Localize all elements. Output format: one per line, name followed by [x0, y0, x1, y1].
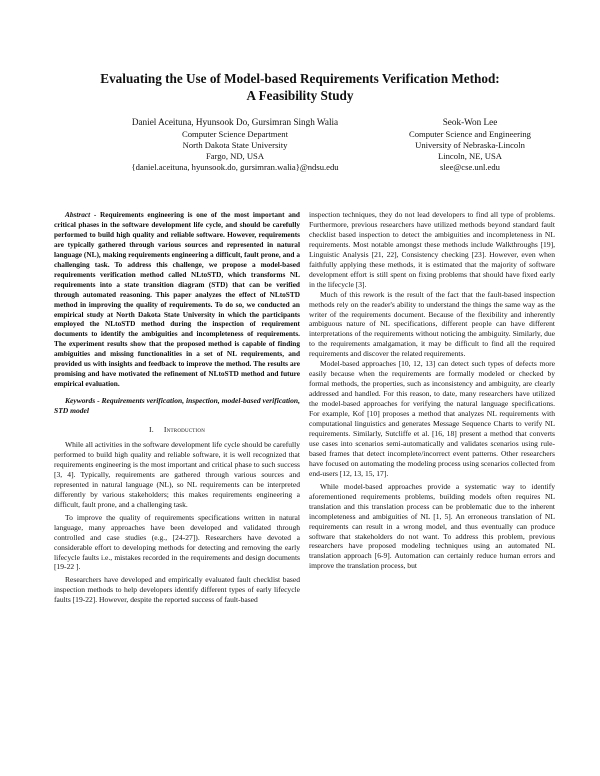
- author-department: Computer Science and Engineering: [409, 129, 531, 140]
- title-line-1: Evaluating the Use of Model-based Requirements Verification Method:: [100, 71, 500, 86]
- keywords-text: - Requirements verification, inspection, model-based verification, STD model: [54, 396, 300, 416]
- paragraph: Model-based approaches [10, 12, 13] can detect such types of defects more easily because when the requirements are formally modeled or checked by formal methods, the properties, such as inconsistency and ambiguity, are clearly addressed and handled. For this reason, to date, many researchers have utilized the model-based approaches for verifying the natural language specifications. For example, Kof [10] proposes a method that analyzes NL requirements with computational linguistics and generates Message Sequence Charts to verify NL requirements. Similarly, Sutcliffe et al. [16, 18] present a method that converts use cases into scenarios semi-automatically and validates scenarios using rule-based frames that detect incomplete/incorrect event patterns. Other researchers have focused on automating the modeling process using scenarios collected from end-users [12, 13, 15, 17].: [309, 359, 555, 478]
- section-number: I.: [148, 425, 154, 435]
- abstract-text: - Requirements engineering is one of the most important and critical phases in the software development life cycle, and should be carefully performed to build high quality and reliable software. However, requirements are typically gathered through various sources and represented in natural language (NL), making requirements engineering a difficult, fault prone, and a challenging task. To address this challenge, we propose a model-based requirements verification method called NLtoSTD, which transforms NL requirements into a state transition diagram (STD) that can be verified through automated reasoning. This paper analyzes the effect of NLtoSTD method in improving the quality of requirements. To do so, we conducted an empirical study at North Dakota State University in which the participants employed the NLtoSTD method during the inspection of requirement documents to identify the ambiguities and incompleteness of requirements. The experiment results show that the proposed method is capable of finding ambiguities and missing functionalities in a set of NL requirements, and provided us with insights and feedback to improve the method. The results are promising and have motivated the refinement of NLtoSTD method and future empirical evaluation.: [54, 210, 300, 389]
- keywords-label: Keywords: [65, 396, 96, 406]
- paragraph: To improve the quality of requirements specifications written in natural language, many approaches have been developed and validated through controlled and case studies (e.g., [24-27]). Researchers have devoted a considerable effort to developing methods for detecting and removing the early lifecycle faults i.e., mistakes recorded in the requirements and design documents [19-22 ].: [54, 512, 300, 572]
- author-names: Seok-Won Lee: [442, 117, 498, 127]
- section-title: Introduction: [163, 425, 206, 435]
- paragraph: inspection techniques, they do not lead developers to find all type of problems. Furthermore, previous researchers have utilized methods beyond standard fault checklist based inspection to detect the ambiguities and incompleteness in NL requirements. Most notable amongst these methods include Walkthroughs [19], Linguistic Analysis [21, 22], Consistency checking [23]. However, even when faithfully applying these methods, it is estimated that the majority of software development effort is still spent on fixing problems that should have fixed early in the lifecycle [3].: [309, 210, 555, 289]
- section-heading: [54, 425, 300, 435]
- author-block-unl: [370, 117, 570, 173]
- author-department: Computer Science Department: [182, 129, 288, 140]
- paragraph: While all activities in the software development life cycle should be carefully performed to build high quality and reliable software, it is well recognized that requirements engineering is the most important and critical phase to such success [3, 4]. Typically, requirements are gathered through various sources and represented in natural language (NL), so NL requirements can be interpreted differently by various stakeholders; this makes requirements engineering a difficult, fault prone, and a challenging task.: [54, 440, 300, 509]
- paragraph: While model-based approaches provide a systematic way to identify aforementioned requirements problems, building models often requires NL translation and this translation process can be problematic due to the inherent incompleteness and ambiguities of NL [1, 5]. An erroneous translation of NL requirements can result in a wrong model, and thus eventually can produce software that stakeholders do not want. To address this problem, previous researchers have proposed modeling techniques using an automated NL translation approach [6-9]. Automation can certainly reduce human errors and improve the translation process, but: [309, 481, 555, 571]
- author-location: Fargo, ND, USA: [205, 151, 265, 162]
- right-column: [309, 210, 555, 571]
- author-block-ndsu: [90, 117, 380, 173]
- keywords: [54, 396, 300, 416]
- author-names: Daniel Aceituna, Hyunsook Do, Gursimran Singh Walia: [131, 117, 339, 127]
- author-email: slee@cse.unl.edu: [440, 162, 500, 173]
- author-institution: North Dakota State University: [182, 140, 288, 151]
- left-column: [54, 210, 300, 605]
- paper-title: [40, 70, 560, 104]
- author-institution: University of Nebraska-Lincoln: [415, 140, 525, 151]
- abstract: [54, 210, 300, 389]
- author-email: {daniel.aceituna, hyunsook.do, gursimran.walia}@ndsu.edu: [131, 162, 339, 173]
- paragraph: Researchers have developed and empirically evaluated fault checklist based inspection methods to help developers identify different types of early lifecycle faults [19-22]. However, despite the reported success of fault-based: [54, 575, 300, 605]
- abstract-label: Abstract: [65, 210, 91, 219]
- paragraph: Much of this rework is the result of the fact that the fault-based inspection methods rely on the reader's ability to understand the things the same way as the writer of the requirements document. Because of the flexibility and inherently ambiguous nature of NL specifications, different people can have different interpretations of the requirements without noticing the ambiguity. Similarly, due to the requirements amalgamation, it may be difficult to find all the required requirements and discover the related requirements.: [309, 289, 555, 359]
- author-location: Lincoln, NE, USA: [438, 151, 502, 162]
- title-line-2: A Feasibility Study: [246, 88, 354, 103]
